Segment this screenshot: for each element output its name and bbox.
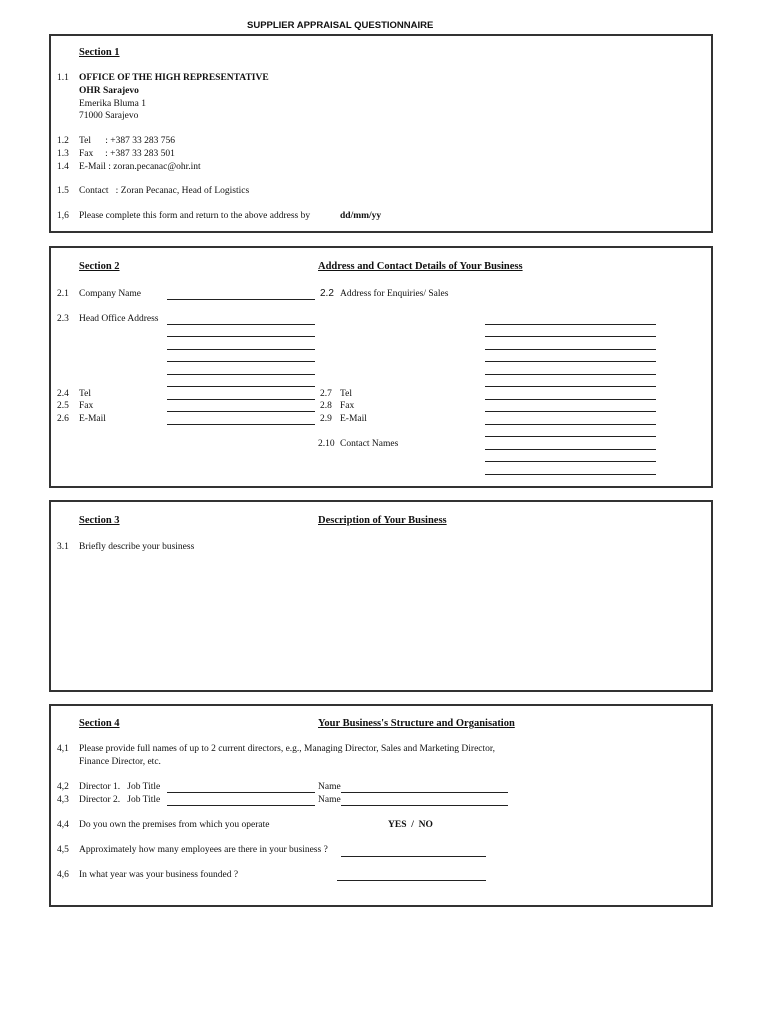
director-1-title-field[interactable]: [167, 792, 315, 793]
enquiries-address-label: Address for Enquiries/ Sales: [340, 289, 449, 299]
org-tel: Tel : +387 33 283 756: [79, 136, 175, 146]
section-2-box: [49, 246, 713, 488]
document-title: SUPPLIER APPRAISAL QUESTIONNAIRE: [247, 20, 434, 31]
section-2-heading: Section 2: [79, 261, 120, 272]
premises-question: Do you own the premises from which you operate: [79, 820, 270, 830]
section-4-subheading: Your Business's Structure and Organisation: [318, 718, 515, 729]
contact-names-field[interactable]: [485, 449, 656, 450]
org-address-line: Emerika Bluma 1: [79, 99, 147, 109]
org-contact: Contact : Zoran Pecanac, Head of Logistics: [79, 186, 250, 196]
return-date: dd/mm/yy: [340, 211, 382, 221]
item-number: 2.6: [57, 414, 69, 424]
director-1-name-label: Name: [318, 782, 341, 792]
head-office-field[interactable]: [167, 386, 315, 387]
head-office-field[interactable]: [167, 336, 315, 337]
founded-question: In what year was your business founded ?: [79, 870, 239, 880]
item-number: 4,5: [57, 845, 69, 855]
org-office: OHR Sarajevo: [79, 86, 139, 96]
item-number: 2.7: [320, 389, 332, 399]
director-2-label: Director 2. Job Title: [79, 795, 161, 805]
enquiries-address-field[interactable]: [485, 361, 656, 362]
item-number: 4,2: [57, 782, 69, 792]
head-office-label: Head Office Address: [79, 314, 159, 324]
head-office-field[interactable]: [167, 361, 315, 362]
head-office-field[interactable]: [167, 349, 315, 350]
contact-names-label: Contact Names: [340, 439, 399, 449]
item-number: 2.2: [320, 288, 334, 299]
directors-instruction: Please provide full names of up to 2 current directors, e.g., Managing Director, Sales and Marketing Director,: [79, 744, 496, 754]
item-number: 1.4: [57, 162, 69, 172]
director-2-name-label: Name: [318, 795, 341, 805]
item-number: 1.5: [57, 186, 69, 196]
item-number: 2.5: [57, 401, 69, 411]
section-3-subheading: Description of Your Business: [318, 515, 447, 526]
section-3-heading: Section 3: [79, 515, 120, 526]
item-number: 2.9: [320, 414, 332, 424]
item-number: 2.4: [57, 389, 69, 399]
tel-field[interactable]: [167, 399, 315, 400]
email-label: E-Mail: [79, 414, 106, 424]
item-number: 2.1: [57, 289, 69, 299]
contact-names-field[interactable]: [485, 474, 656, 475]
item-number: 2.8: [320, 401, 332, 411]
director-2-title-field[interactable]: [167, 805, 315, 806]
sales-email-label: E-Mail: [340, 414, 367, 424]
item-number: 3.1: [57, 542, 69, 552]
company-name-field[interactable]: [167, 299, 315, 300]
section-2-subheading: Address and Contact Details of Your Business: [318, 261, 523, 272]
enquiries-address-field[interactable]: [485, 336, 656, 337]
sales-tel-label: Tel: [340, 389, 352, 399]
fax-field[interactable]: [167, 411, 315, 412]
director-2-name-field[interactable]: [341, 805, 508, 806]
section-4-heading: Section 4: [79, 718, 120, 729]
org-address-line: 71000 Sarajevo: [79, 111, 139, 121]
return-instruction: Please complete this form and return to the above address by: [79, 211, 311, 221]
yes-no-option[interactable]: YES / NO: [388, 820, 433, 830]
sales-fax-label: Fax: [340, 401, 355, 411]
tel-label: Tel: [79, 389, 91, 399]
enquiries-address-field[interactable]: [485, 374, 656, 375]
email-field[interactable]: [167, 424, 315, 425]
head-office-field[interactable]: [167, 374, 315, 375]
sales-fax-field[interactable]: [485, 411, 656, 412]
item-number: 1.3: [57, 149, 69, 159]
enquiries-address-field[interactable]: [485, 349, 656, 350]
item-number: 2.3: [57, 314, 69, 324]
founded-year-field[interactable]: [337, 880, 486, 881]
contact-names-field[interactable]: [485, 461, 656, 462]
org-name: OFFICE OF THE HIGH REPRESENTATIVE: [79, 73, 269, 83]
item-number: 2.10: [318, 439, 335, 449]
company-name-label: Company Name: [79, 289, 142, 299]
item-number: 4,3: [57, 795, 69, 805]
director-1-label: Director 1. Job Title: [79, 782, 161, 792]
enquiries-address-field[interactable]: [485, 324, 656, 325]
org-fax: Fax : +387 33 283 501: [79, 149, 175, 159]
head-office-field[interactable]: [167, 324, 315, 325]
item-number: 1.2: [57, 136, 69, 146]
business-description-label: Briefly describe your business: [79, 542, 195, 552]
item-number: 4,4: [57, 820, 69, 830]
item-number: 4,1: [57, 744, 69, 754]
item-number: 1,6: [57, 211, 69, 221]
section-1-heading: Section 1: [79, 47, 120, 58]
sales-email-field[interactable]: [485, 424, 656, 425]
fax-label: Fax: [79, 401, 94, 411]
enquiries-address-field[interactable]: [485, 386, 656, 387]
employees-field[interactable]: [341, 856, 486, 857]
section-1-box: [49, 34, 713, 233]
org-email: E-Mail : zoran.pecanac@ohr.int: [79, 162, 201, 172]
sales-tel-field[interactable]: [485, 399, 656, 400]
item-number: 4,6: [57, 870, 69, 880]
contact-names-field[interactable]: [485, 436, 656, 437]
business-description-area[interactable]: [79, 558, 699, 686]
directors-instruction: Finance Director, etc.: [79, 757, 161, 767]
item-number: 1.1: [57, 73, 69, 83]
director-1-name-field[interactable]: [341, 792, 508, 793]
employees-question: Approximately how many employees are there in your business ?: [79, 845, 328, 855]
